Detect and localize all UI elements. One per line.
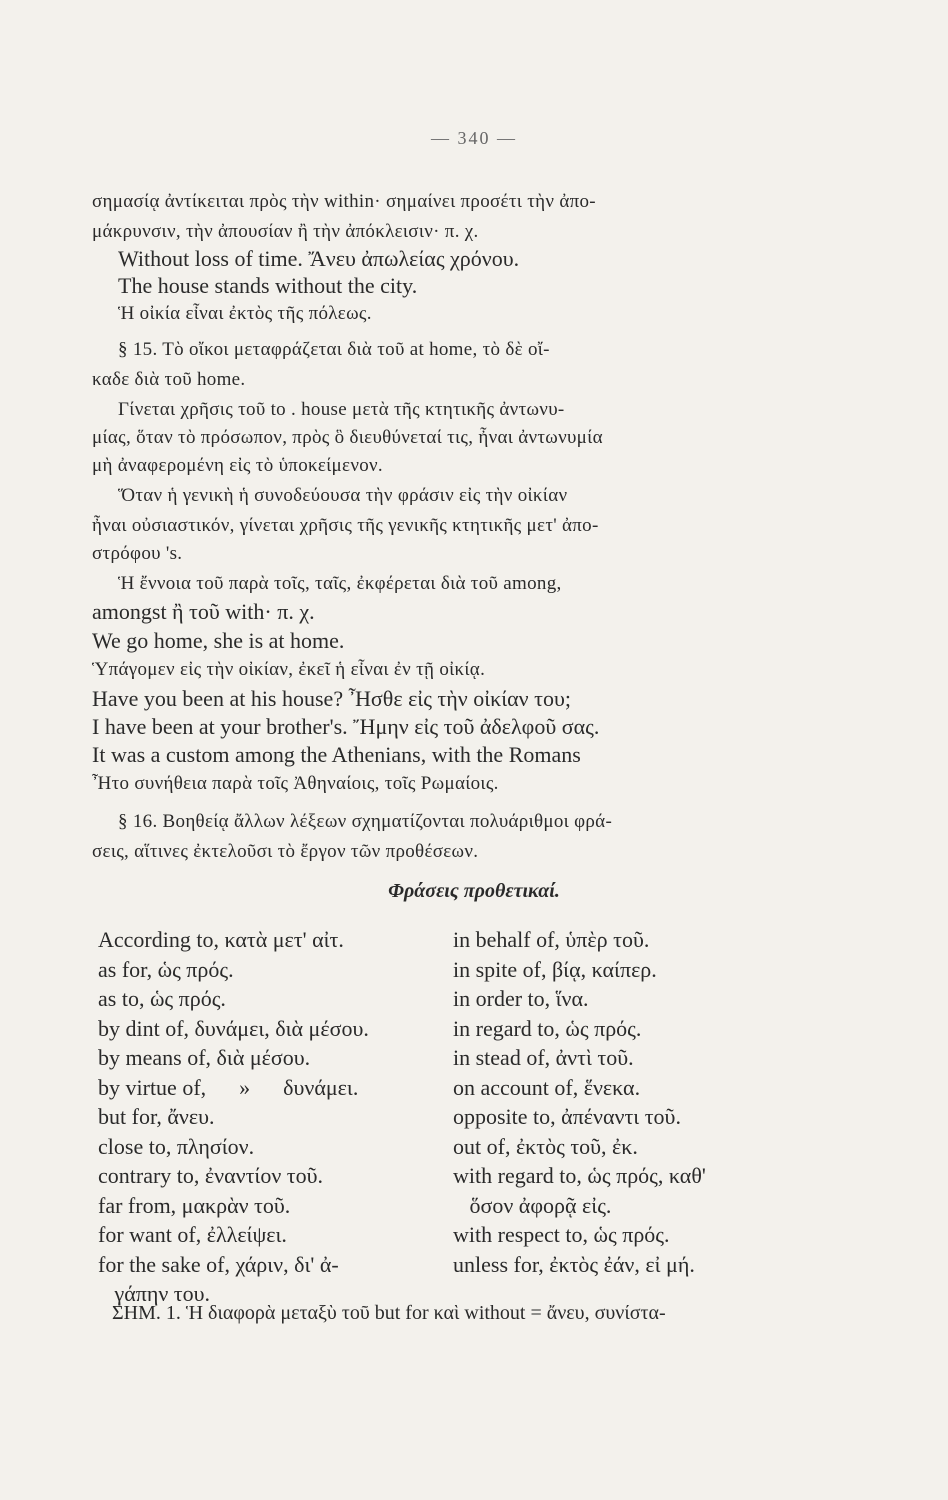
body-line: The house stands without the city. (118, 273, 418, 298)
body-line: We go home, she is at home. (92, 628, 345, 653)
phrase-entry: as for, ὡς πρός. (98, 956, 234, 982)
body-line: μὴ ἀναφερομένη εἰς τὸ ὑποκείμενον. (92, 455, 383, 476)
body-line: Γίνεται χρῆσις τοῦ to . house μετὰ τῆς κτητικῆς ἀντωνυ- (118, 399, 565, 420)
page-number: — 340 — (431, 128, 517, 148)
right-phrase-column (453, 925, 706, 1279)
body-line: Ὑπάγομεν εἰς τὴν οἰκίαν, ἐκεῖ ἡ εἶναι ἐν τῇ οἰκίᾳ. (92, 659, 486, 680)
phrase-entry: far from, μακρὰν τοῦ. (98, 1192, 291, 1218)
body-line: Ἡ οἰκία εἶναι ἐκτὸς τῆς πόλεως. (118, 303, 372, 324)
body-line: μάκρυνσιν, τὴν ἀπουσίαν ἢ τὴν ἀπόκλεισιν· π. χ. (92, 221, 479, 242)
phrase-entry: close to, πλησίον. (98, 1133, 255, 1159)
phrase-entry: opposite to, ἀπέναντι τοῦ. (453, 1104, 681, 1129)
footnote: ΣΗΜ. 1. Ἡ διαφορὰ μεταξὺ τοῦ but for καὶ without = ἄνευ, συνίστα- (112, 1302, 666, 1324)
body-line: It was a custom among the Athenians, with the Romans (92, 742, 581, 767)
phrase-entry: out of, ἐκτὸς τοῦ, ἐκ. (453, 1133, 638, 1159)
body-line: I have been at your brother's. Ἤμην εἰς τοῦ ἀδελφοῦ σας. (92, 714, 600, 739)
body-line: Have you been at his house? Ἦσθε εἰς τὴν οἰκίαν του; (92, 686, 571, 711)
phrase-entry: as to, ὡς πρός. (98, 986, 226, 1011)
body-line: στρόφου 's. (92, 543, 183, 564)
body-line: σημασίᾳ ἀντίκειται πρὸς τὴν within· σημαίνει προσέτι τὴν ἀπο- (92, 191, 596, 212)
phrase-entry: on account of, ἕνεκα. (453, 1074, 641, 1100)
phrase-entry: but for, ἄνευ. (98, 1104, 215, 1129)
phrase-entry: ὅσον ἀφορᾷ εἰς. (453, 1192, 612, 1218)
body-line: σεις, αἵτινες ἐκτελοῦσι τὸ ἔργον τῶν προθέσεων. (92, 841, 479, 862)
phrase-entry: According to, κατὰ μετ' αἰτ. (98, 927, 344, 952)
phrase-entry: for want of, ἐλλείψει. (98, 1222, 287, 1247)
phrase-entry: with regard to, ὡς πρός, καθ' (453, 1163, 706, 1188)
phrase-entry: in stead of, ἀντὶ τοῦ. (453, 1045, 634, 1070)
body-line: μίας, ὅταν τὸ πρόσωπον, πρὸς ὃ διευθύνεταί τις, ἦναι ἀντωνυμία (92, 427, 603, 448)
body-line: amongst ἢ τοῦ with· π. χ. (92, 599, 315, 624)
section-16-line: § 16. Βοηθείᾳ ἄλλων λέξεων σχηματίζονται πολυάριθμοι φρά- (118, 811, 613, 832)
body-line: Ἡ ἔννοια τοῦ παρὰ τοῖς, ταῖς, ἐκφέρεται διὰ τοῦ among, (118, 573, 562, 594)
section-15-line: § 15. Τὸ οἴκοι μεταφράζεται διὰ τοῦ at home, τὸ δὲ οἴ- (118, 339, 550, 360)
body-line: Without loss of time. Ἄνευ ἀπωλείας χρόνου. (118, 246, 520, 271)
phrase-entry: in regard to, ὡς πρός. (453, 1015, 642, 1041)
phrase-entry: in order to, ἵνα. (453, 986, 589, 1011)
phrase-entry: contrary to, ἐναντίον τοῦ. (98, 1163, 324, 1188)
body-line: ἦναι οὐσιαστικόν, γίνεται χρῆσις τῆς γενικῆς κτητικῆς μετ' ἀπο- (92, 515, 599, 536)
section-heading: Φράσεις προθετικαί. (388, 880, 560, 902)
phrase-entry: γάπην του. (98, 1281, 211, 1306)
phrase-entry: unless for, ἐκτὸς ἐάν, εἰ μή. (453, 1251, 695, 1277)
body-line: καδε διὰ τοῦ home. (92, 369, 246, 390)
phrase-entry: in behalf of, ὑπὲρ τοῦ. (453, 927, 650, 952)
body-line: Ὅταν ἡ γενικὴ ἡ συνοδεύουσα τὴν φράσιν εἰς τὴν οἰκίαν (118, 485, 568, 506)
left-phrase-column (98, 925, 369, 1309)
phrase-entry: with respect to, ὡς πρός. (453, 1222, 670, 1247)
phrase-entry: by dint of, δυνάμει, διὰ μέσου. (98, 1015, 369, 1041)
phrase-entry: by means of, διὰ μέσου. (98, 1045, 311, 1070)
phrase-entry: in spite of, βίᾳ, καίπερ. (453, 956, 657, 982)
body-line: Ἦτο συνήθεια παρὰ τοῖς Ἀθηναίοις, τοῖς Ρωμαίοις. (92, 773, 499, 794)
phrase-entry: by virtue of, » δυνάμει. (98, 1074, 359, 1100)
phrase-entry: for the sake of, χάριν, δι' ἀ- (98, 1251, 339, 1277)
